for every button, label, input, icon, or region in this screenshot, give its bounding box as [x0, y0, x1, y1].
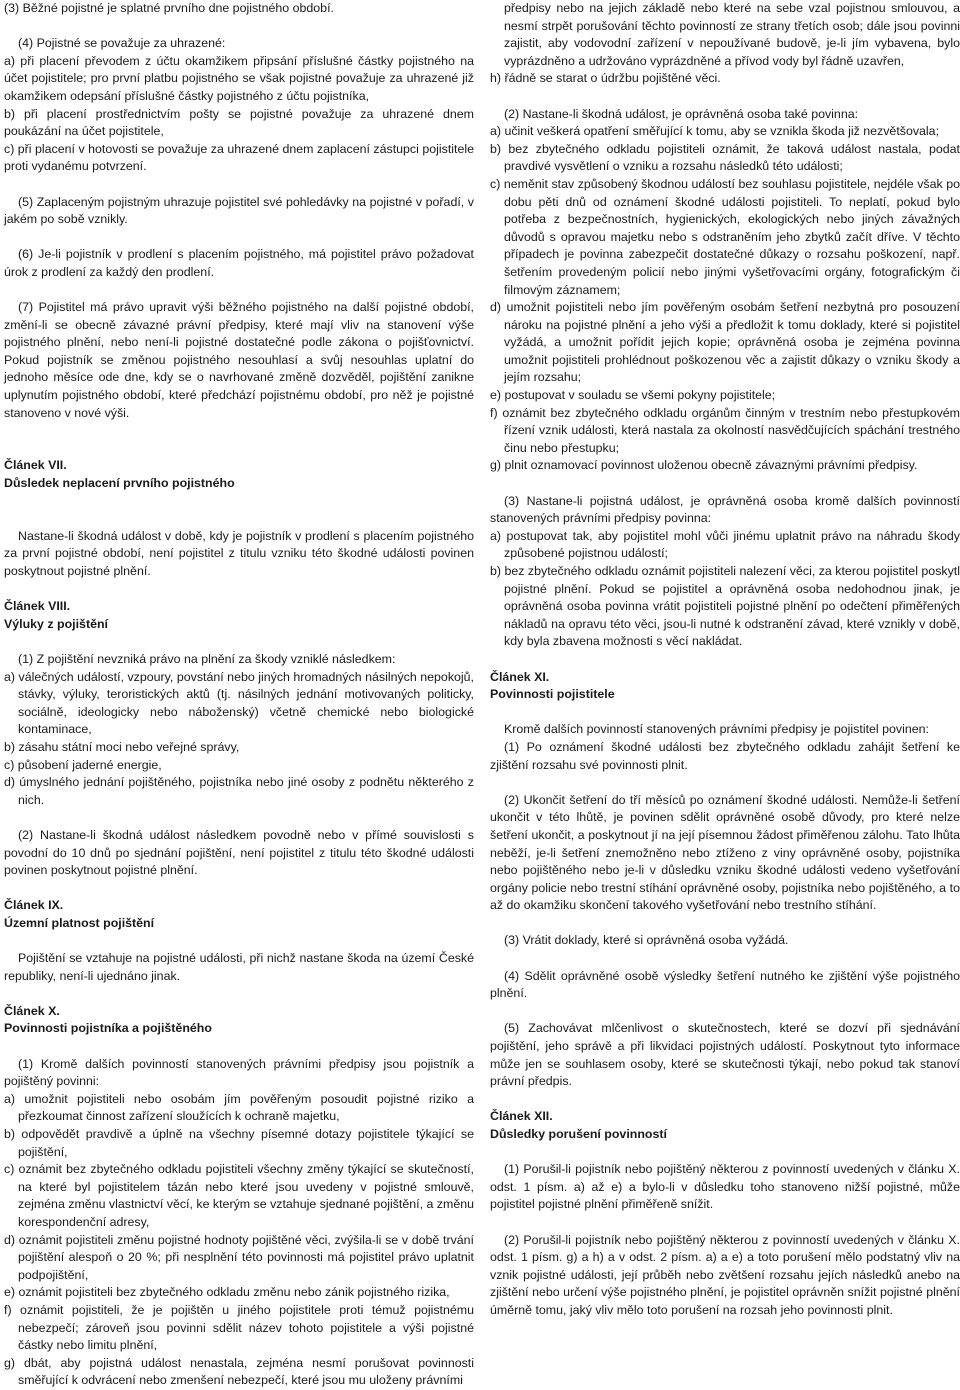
list-item: b) bez zbytečného odkladu oznámit pojistiteli nalezení věci, za kterou pojistitel poskytl pojistné plnění. Pokud se pojistitel a oprávněná osoba nedohodnou jinak, je oprávněná osoba povinna vrátit pojistiteli pojistné plnění po odečtení přiměřených nákladů na opravu této věci, jsou-li nutné k odstranění závad, které vznikly v době, kdy byla zbavena možnosti s věcí nakládat. — [490, 564, 960, 649]
list-item: g) dbát, aby pojistná událost nenastala, zejména nesmí porušovat povinnosti směřující k odvrácení nebo zmenšení nebezpečí, které jsou mu uloženy právními — [4, 1355, 474, 1388]
paragraph: (5) Zachovávat mlčenlivost o skutečnostech, které se dozví při sjednávání pojištění, jeho správě a při likvidaci pojistných událostí. Poskytnout tyto informace může jen se souhlasem osoby, které se skutečnosti týkají, nebo pokud tak stanoví právní předpis. — [490, 1021, 960, 1089]
list-item: f) oznámit bez zbytečného odkladu orgánům činným v trestním nebo přestupkovém řízení vznik události, která nastala za okolností nasvědčujících spáchání trestného činu nebo přestupku; — [490, 405, 960, 455]
paragraph: Pojištění se vztahuje na pojistné události, při nichž nastane škoda na území České republiky, není-li ujednáno jinak. — [4, 951, 474, 983]
paragraph: (2) Nastane-li škodná událost, je oprávněná osoba také povinna: — [504, 106, 859, 121]
article-title: Územní platnost pojištění — [4, 915, 155, 930]
list-item-continuation: předpisy nebo na jejich základě nebo které na sebe vzal pojistnou smlouvou, a nesmí strpět porušování těchto povinností ze strany třetích osob; dále jsou povinni zajistit, aby vodovodní zařízení v nepoužívané budově, je-li jím vybavena, bylo vyprázdněno a udržováno vyprázdněné a přívod vody byl řádně uzavřen, — [504, 1, 960, 68]
list-item: c) neměnit stav způsobený škodnou událostí bez souhlasu pojistitele, nejdéle však po dobu pěti dnů od oznámení škodné události pojistiteli. To neplatí, pokud bylo potřeba z bezpečnostních, hygienických, ekologických nebo jiných závažných důvodů s opravou majetku nebo s odstraněním jeho zbytků začít dříve. V těchto případech je povinna zabezpečit dostatečné důkazy o rozsahu poškození, např. šetřením provedeným policií nebo jinými vyšetřovacími orgány, fotografickým či filmovým záznamem; — [490, 176, 960, 297]
list-item: b) bez zbytečného odkladu pojistiteli oznámit, že taková událost nastala, podat pravdivé vysvětlení o vzniku a rozsahu následků této události; — [490, 141, 960, 174]
left-column — [4, 0, 474, 1390]
list-item: f) oznámit pojistiteli, že je pojištěn u jiného pojistitele proti témuž pojistnému nebezpečí; zároveň jsou povinni sdělit název tohoto pojistitele a výši pojistné částky nebo limitu plnění, — [4, 1302, 474, 1353]
paragraph: (6) Je-li pojistník v prodlení s placením pojistného, má pojistitel právo požadovat úrok z prodlení za každý den prodlení. — [4, 247, 474, 279]
list-item: g) plnit oznamovací povinnost uloženou obecně závaznými právními předpisy. — [490, 458, 918, 473]
list-item: c) působení jaderné energie, — [4, 757, 162, 772]
list-item: d) oznámit pojistiteli změnu pojistné hodnoty pojištěné věci, zvýšila-li se v době trvání pojištění alespoň o 20 %; při nesplnění této povinnosti má pojistitel právo uplatnit podpojištění, — [4, 1232, 474, 1282]
list-item: e) postupovat v souladu se všemi pokyny pojistitele; — [490, 388, 776, 403]
paragraph: (5) Zaplaceným pojistným uhrazuje pojistitel své pohledávky na pojistné v pořadí, v jakém po sobě vznikly. — [4, 194, 474, 227]
article-title: Důsledek neplacení prvního pojistného — [4, 476, 235, 491]
paragraph: (1) Kromě dalších povinností stanovených právními předpisy jsou pojistník a pojištěný povinni: — [4, 1056, 474, 1089]
list-item: a) válečných událostí, vzpoury, povstání nebo jiných hromadných násilných nepokojů, stávky, výluky, teroristických aktů (tj. násilných jednání motivovaných politicky, sociálně, ideologicky nebo náboženský) včetně chemické nebo biologické kontaminace, — [4, 669, 474, 737]
article-number: Článek X. — [4, 1003, 60, 1018]
article-number: Článek XI. — [490, 669, 550, 684]
paragraph: (2) Porušil-li pojistník nebo pojištěný některou z povinností uvedených v článku X. odst. 1 písm. g) a h) a v odst. 2 písm. a) a e) a toto porušení mělo podstatný vliv na vznik pojistné události, její průběh nebo zvětšení rozsahu jejích následků anebo na zjištění nebo určení výše pojistného plnění, je pojistitel oprávněn snížit pojistné plnění úměrně tomu, jaký vliv mělo toto porušení na rozsah jeho povinnosti plnit. — [490, 1232, 960, 1317]
list-item: a) umožnit pojistiteli nebo osobám jím pověřeným posoudit pojistné riziko a přezkoumat činnost zařízení sloužících k ochraně majetku, — [4, 1091, 474, 1124]
list-item: b) odpovědět pravdivě a úplně na všechny písemné dotazy pojistitele týkající se pojištění, — [4, 1127, 474, 1159]
paragraph: (2) Ukončit šetření do tří měsíců po oznámení škodné události. Nemůže-li šetření ukončit v této lhůtě, je povinen sdělit oprávněné osobě důvody, pro které nelze šetření ukončit, a poskytnout jí na její písemnou žádost přiměřenou zálohu. Tato lhůta neběží, je-li šetření znemožněno nebo ztíženo z viny oprávněné osoby, pojistníka nebo pojištěného nebo je-li v důsledku vzniku škodné události vedeno vyšetřování orgány policie nebo trestní stíhání oprávněné osoby, pojistníka nebo pojištěného, a to až do okamžiku skončení takového vyšetřování nebo trestního stíhání. — [490, 792, 960, 913]
list-item: b) při placení prostřednictvím pošty se pojistné považuje za uhrazené dnem poukázání na účet pojistitele, — [4, 106, 474, 139]
article-number: Článek VIII. — [4, 599, 71, 614]
paragraph: (1) Z pojištění nevzniká právo na plnění za škody vzniklé následkem: — [18, 651, 396, 666]
paragraph: (3) Vrátit doklady, které si oprávněná osoba vyžádá. — [504, 933, 789, 948]
right-column — [490, 0, 960, 1320]
list-item: a) postupovat tak, aby pojistitel mohl vůči jinému uplatnit právo na náhradu škody způsobené pojistnou událostí; — [490, 528, 960, 561]
article-number: Článek VII. — [4, 458, 67, 473]
paragraph: (2) Nastane-li škodná událost následkem povodně nebo v přímé souvislosti s povodní do 10 dnů po sjednání pojištění, není pojistitel z titulu této škodné události povinen poskytnout pojistné plnění. — [4, 827, 474, 878]
article-title: Důsledky porušení povinností — [490, 1127, 667, 1141]
paragraph: (4) Sdělit oprávněné osobě výsledky šetření nutného ke zjištění výše pojistného plnění. — [490, 968, 960, 1001]
paragraph: (1) Porušil-li pojistník nebo pojištěný některou z povinností uvedených v článku X. odst. 1 písm. a) až e) a bylo-li v důsledku toho stanoveno nižší pojistné, může pojistitel pojistné plnění přiměřeně snížit. — [490, 1162, 960, 1212]
list-item: d) umožnit pojistiteli nebo jím pověřeným osobám šetření nezbytná pro posouzení nároku na pojistné plnění a jeho výši a předložit k tomu doklady, které si pojistitel vyžádá, a umožnit pořídit jejich kopie; oprávněná osoba je zejména povinna umožnit pojistiteli prohlédnout poškozenou věc a zajistit důkazy o vzniku škody a jejím rozsahu; — [490, 300, 960, 385]
list-item: c) při placení v hotovosti se považuje za uhrazené dnem zaplacení zástupci pojistitele proti vydanému potvrzení. — [4, 141, 474, 174]
article-title: Povinnosti pojistitele — [490, 687, 615, 702]
paragraph: (7) Pojistitel má právo upravit výši běžného pojistného na další pojistné období, změní-li se obecně závazné právní předpisy, které mají vliv na stanovení výše pojistného plnění, nebo není-li pojistné dostatečné podle zákona o pojišťovnictví. Pokud pojistník se změnou pojistného nesouhlasí a svůj nesouhlas uplatní do jednoho měsíce ode dne, kdy se o navrhované změně dozvěděl, pojištění zanikne uplynutím pojistného období, které předchází pojistnému období, pro něž je pojistné stanoveno v nové výši. — [4, 300, 474, 420]
paragraph: Nastane-li škodná událost v době, kdy je pojistník v prodlení s placením pojistného za první pojistné období, není pojistitel z titulu vzniku této škodné události povinen poskytnout pojistné plnění. — [4, 528, 474, 578]
paragraph: Kromě dalších povinností stanovených právními předpisy je pojistitel povinen: — [504, 722, 929, 737]
paragraph: (1) Po oznámení škodné události bez zbytečného odkladu zahájit šetření ke zjištění rozsahu své povinnosti plnit. — [490, 739, 960, 772]
list-item: a) učinit veškerá opatření směřující k tomu, aby se vznikla škoda již nezvětšovala; — [490, 124, 940, 139]
list-item: h) řádně se starat o údržbu pojištěné věci. — [490, 71, 721, 86]
list-item: e) oznámit pojistiteli bez zbytečného odkladu změnu nebo zánik pojistného rizika, — [4, 1285, 450, 1300]
paragraph: (3) Nastane-li pojistná událost, je oprávněná osoba kromě dalších povinností stanovených právními předpisy povinna: — [490, 493, 960, 526]
list-item: a) při placení převodem z účtu okamžikem připsání příslušné částky pojistného na účet pojistitele; pro první platbu pojistného se však pojistné považuje za uhrazené již okamžikem odepsání příslušné částky pojistného z účtu pojistníka, — [4, 53, 474, 103]
list-item: b) zásahu státní moci nebo veřejné správy, — [4, 739, 240, 754]
paragraph: (4) Pojistné se považuje za uhrazené: — [18, 36, 226, 51]
list-item: d) úmyslného jednání pojištěného, pojistníka nebo jiné osoby z podnětu některého z nich. — [4, 775, 474, 807]
list-item: c) oznámit bez zbytečného odkladu pojistiteli všechny změny týkající se skutečností, na které byl pojistitelem tázán nebo které jsou uvedeny v pojistné smlouvě, zejména změnu vlastnictví věcí, ke kterým se vztahuje sjednané pojištění, a změnu korespondenční adresy, — [4, 1162, 474, 1229]
paragraph: (3) Běžné pojistné je splatné prvního dne pojistného období. — [4, 1, 334, 15]
article-number: Článek XII. — [490, 1109, 553, 1124]
article-title: Výluky z pojištění — [4, 616, 108, 631]
article-title: Povinnosti pojistníka a pojištěného — [4, 1021, 212, 1036]
article-number: Článek IX. — [4, 898, 64, 913]
